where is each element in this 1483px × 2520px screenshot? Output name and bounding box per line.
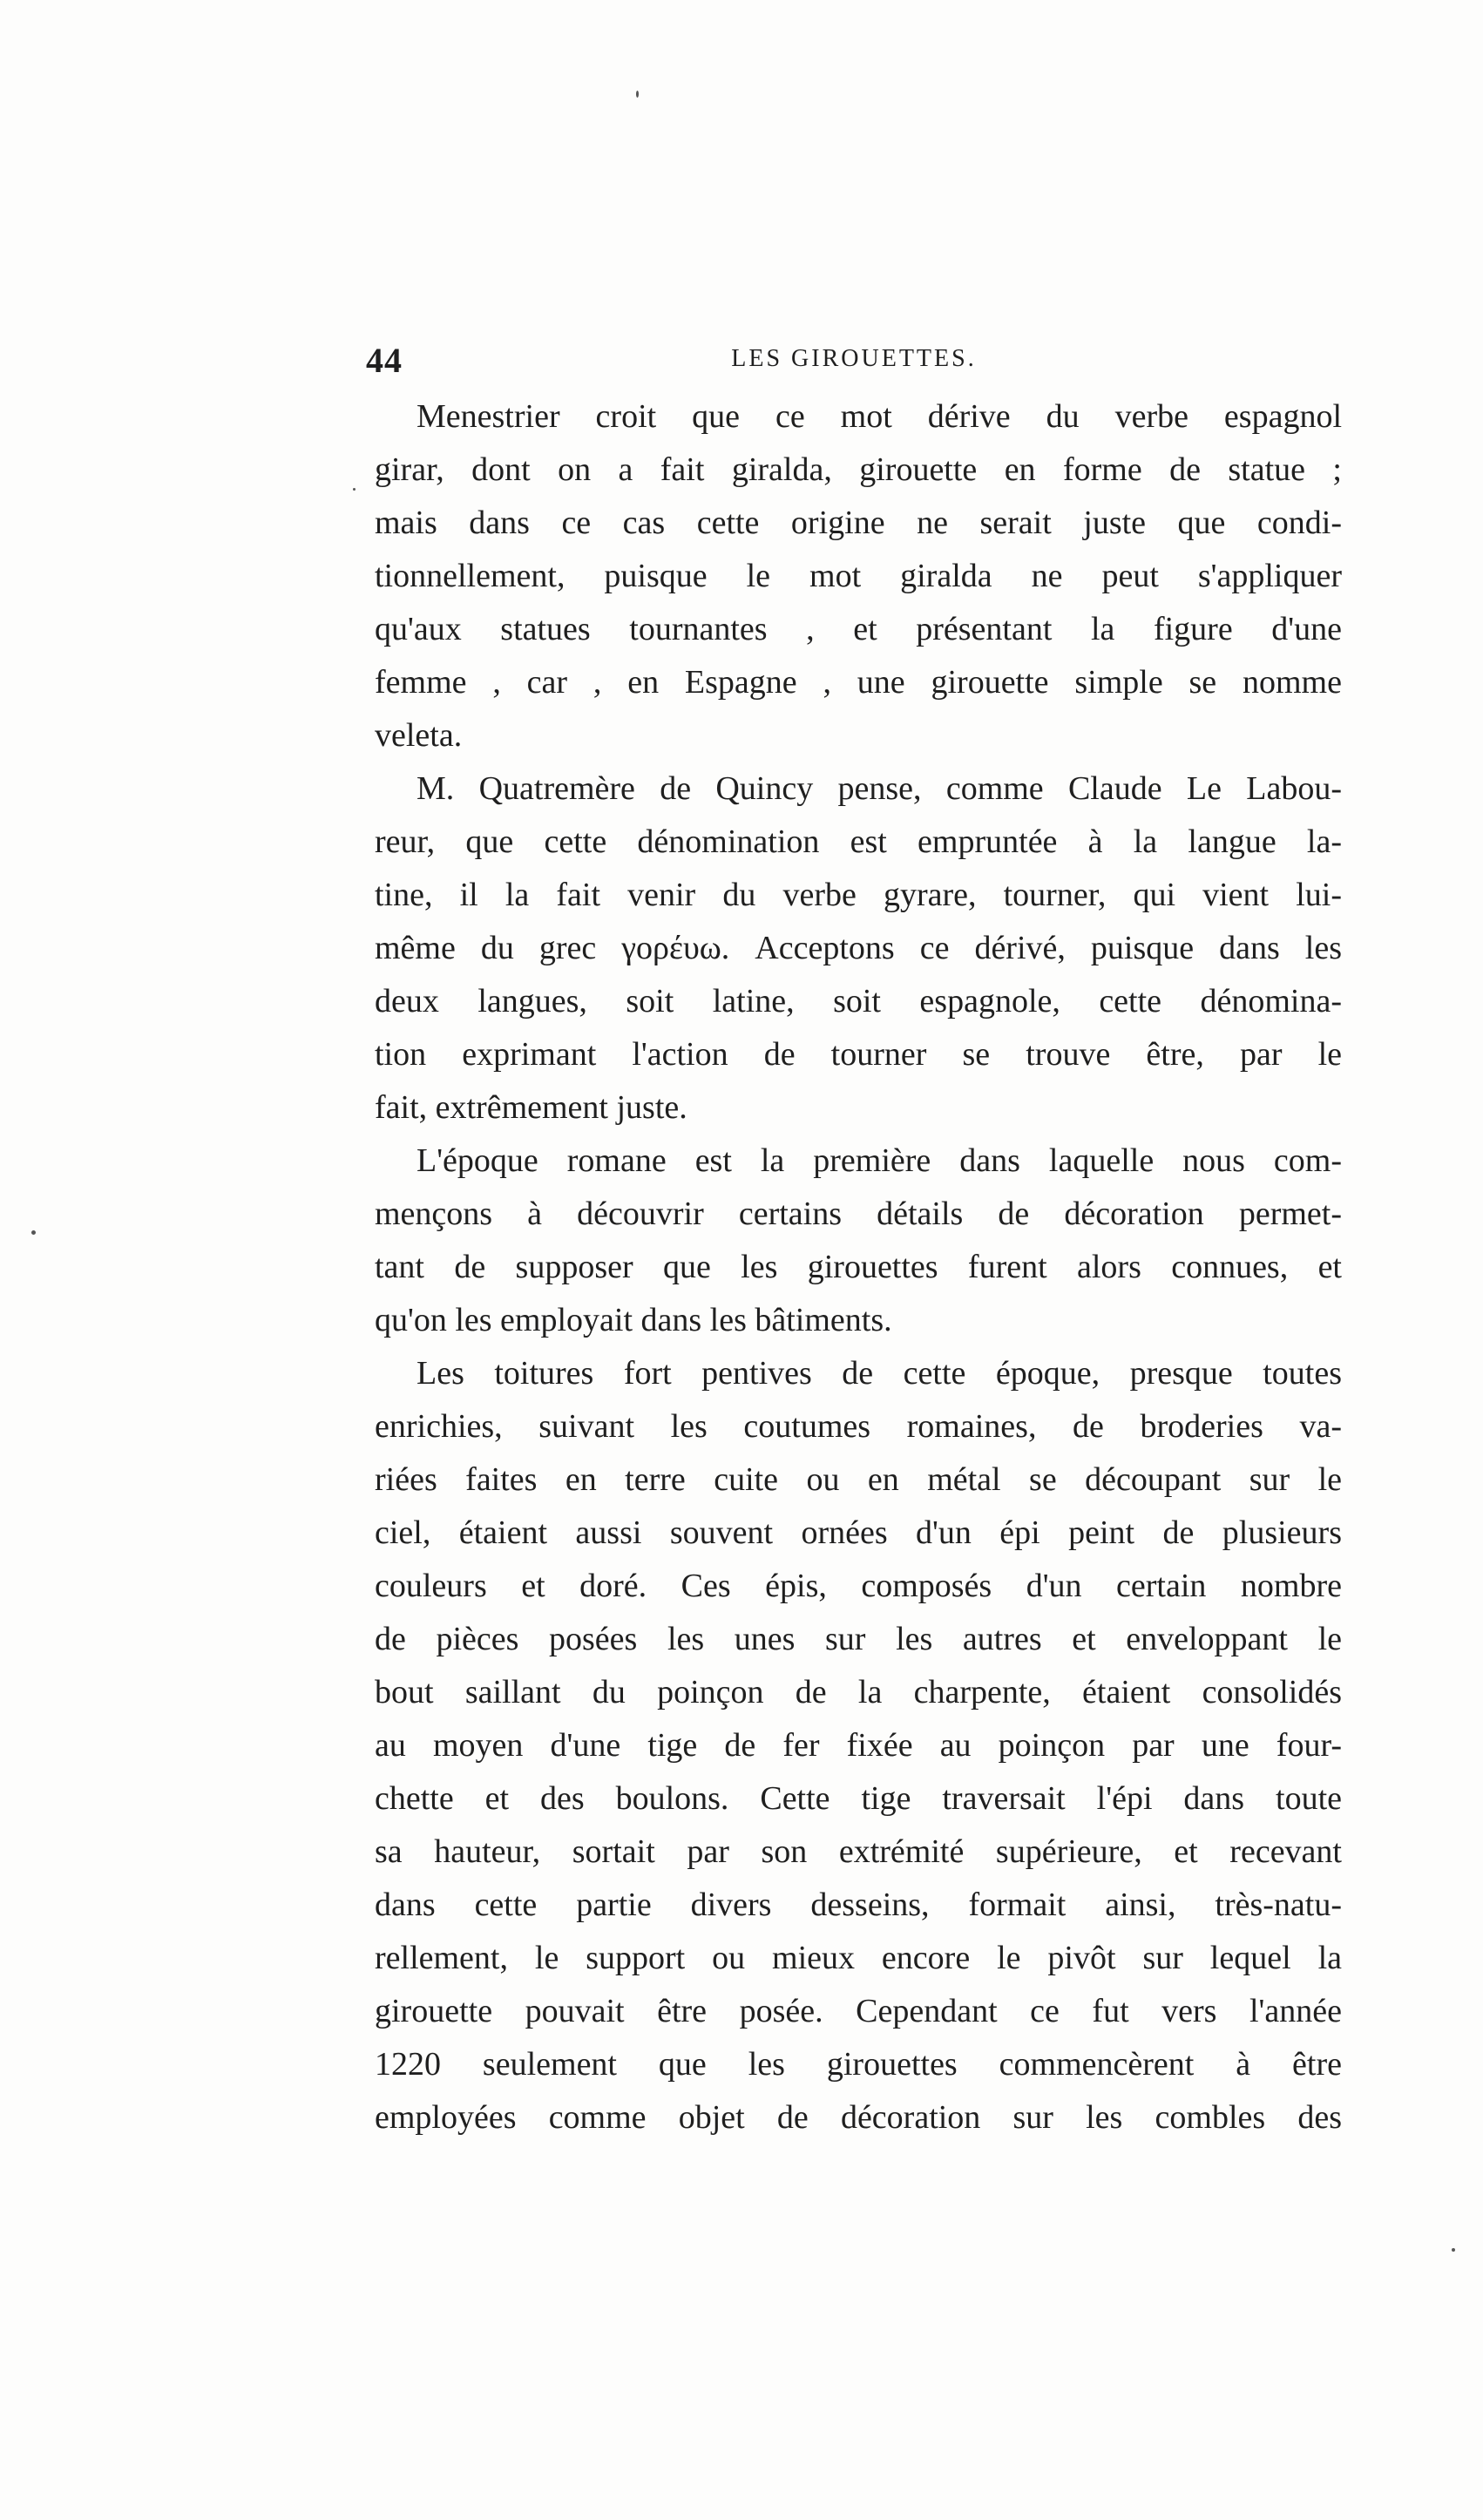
text-line: tionnellement, puisque le mot giralda ne peut s'appliquer <box>375 558 1342 594</box>
text-line: reur, que cette dénomination est empruntée à la langue la- <box>375 823 1342 860</box>
text-line: couleurs et doré. Ces épis, composés d'un certain nombre <box>375 1568 1342 1604</box>
text-line: tion exprimant l'action de tourner se trouve être, par le <box>375 1036 1342 1073</box>
text-line: fait, extrêmement juste. <box>375 1089 687 1126</box>
text-line: qu'aux statues tournantes , et présentant la figure d'une <box>375 611 1342 647</box>
text-line: bout saillant du poinçon de la charpente, étaient consolidés <box>375 1674 1342 1710</box>
print-speck <box>636 91 639 98</box>
text-line: tine, il la fait venir du verbe gyrare, tourner, qui vient lui- <box>375 877 1342 913</box>
print-speck <box>353 488 356 491</box>
text-line: sa hauteur, sortait par son extrémité supérieure, et recevant <box>375 1833 1342 1870</box>
print-speck <box>31 1230 36 1235</box>
text-line: veleta. <box>375 717 463 754</box>
paragraph-4 <box>375 1347 1342 2144</box>
text-line: ciel, étaient aussi souvent ornées d'un épi peint de plusieurs <box>375 1514 1342 1551</box>
paragraph-1 <box>375 390 1342 762</box>
text-line: deux langues, soit latine, soit espagnole, cette dénomina- <box>375 983 1342 1020</box>
text-line: qu'on les employait dans les bâtiments. <box>375 1302 892 1338</box>
text-line: L'époque romane est la première dans laquelle nous com- <box>416 1142 1342 1179</box>
text-line: 1220 seulement que les girouettes commencèrent à être <box>375 2046 1342 2083</box>
text-line: de pièces posées les unes sur les autres et enveloppant le <box>375 1621 1342 1657</box>
text-line: mençons à découvrir certains détails de décoration permet- <box>375 1196 1342 1232</box>
text-line: femme , car , en Espagne , une girouette simple se nomme <box>375 664 1342 701</box>
page-number: 44 <box>366 341 403 380</box>
text-line: au moyen d'une tige de fer fixée au poinçon par une four- <box>375 1727 1342 1764</box>
text-line: Menestrier croit que ce mot dérive du verbe espagnol <box>416 398 1342 435</box>
text-line: chette et des boulons. Cette tige traversait l'épi dans toute <box>375 1780 1342 1817</box>
text-line: Les toitures fort pentives de cette époque, presque toutes <box>416 1355 1342 1392</box>
text-line: M. Quatremère de Quincy pense, comme Claude Le Labou- <box>416 770 1342 807</box>
text-line: riées faites en terre cuite ou en métal se découpant sur le <box>375 1461 1342 1498</box>
text-line: enrichies, suivant les coutumes romaines, de broderies va- <box>375 1408 1342 1445</box>
paragraph-3 <box>375 1135 1342 1347</box>
body-text <box>375 390 1342 2144</box>
paragraph-2 <box>375 762 1342 1135</box>
print-speck <box>1452 2248 1455 2252</box>
text-line: girar, dont on a fait giralda, girouette en forme de statue ; <box>375 451 1342 488</box>
running-title: LES GIROUETTES. <box>731 345 977 372</box>
page-header <box>366 340 1342 383</box>
text-line: girouette pouvait être posée. Cependant ce fut vers l'année <box>375 1993 1342 2029</box>
text-line: même du grec γορέυω. Acceptons ce dérivé, puisque dans les <box>375 930 1342 966</box>
text-line: employées comme objet de décoration sur les combles des <box>375 2099 1342 2136</box>
text-line: dans cette partie divers desseins, formait ainsi, très-natu- <box>375 1887 1342 1923</box>
text-line: mais dans ce cas cette origine ne serait juste que condi- <box>375 505 1342 541</box>
text-line: tant de supposer que les girouettes furent alors connues, et <box>375 1249 1342 1285</box>
text-line: rellement, le support ou mieux encore le pivôt sur lequel la <box>375 1940 1342 1976</box>
